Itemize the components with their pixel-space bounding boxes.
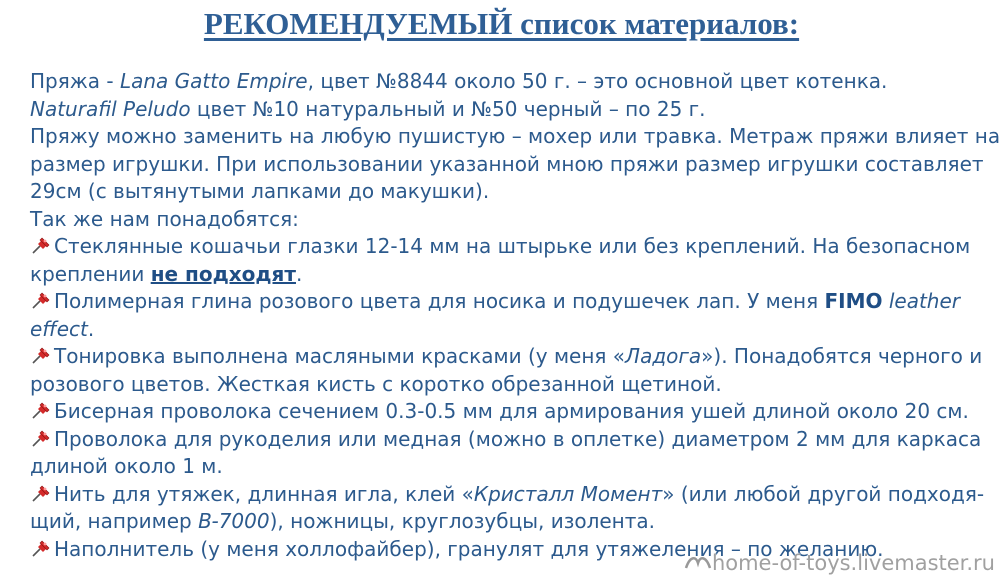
text: , цвет №8844 около 50 г. – это основной цвет котенка. <box>307 69 888 93</box>
text: ), ножницы, круглозубцы, изолента. <box>269 509 655 533</box>
paragraph-line <box>30 96 1002 124</box>
list-item <box>30 233 1002 261</box>
brand-name: Ладога <box>625 344 702 368</box>
pushpin-icon <box>30 483 52 503</box>
page-title: РЕКОМЕНДУЕМЫЙ список материалов: <box>203 6 800 41</box>
pushpin-icon <box>30 290 52 310</box>
brand-name: B-7000 <box>198 509 270 533</box>
text: цвет №10 натуральный и №50 черный – по 25 г. <box>190 96 706 121</box>
pushpin-icon <box>30 235 52 255</box>
text: » (или любой другой подходя- <box>662 481 985 506</box>
yarn-name: Lana Gatto Empire <box>119 69 308 93</box>
text: креплении <box>30 261 151 286</box>
brand-name: Кристалл Момент <box>473 481 663 506</box>
pushpin-icon <box>30 345 52 365</box>
text: leather <box>882 289 961 313</box>
list-item-continued <box>30 261 1002 289</box>
brand-name: FIMO <box>824 289 883 313</box>
paragraph-line: 29см (с вытянутыми лапками до макушки). <box>30 179 490 203</box>
text: . <box>87 316 95 341</box>
text: Нить для утяжек, длинная игла, клей « <box>54 481 474 506</box>
list-item <box>30 426 1002 454</box>
text: »). Понадобятся черного и <box>701 344 983 368</box>
text: effect <box>30 316 88 341</box>
text: Наполнитель (у меня холлофайбер), гранулят для утяжеления – по желанию. <box>54 536 884 561</box>
list-item <box>30 481 1002 509</box>
pushpin-icon <box>30 400 52 420</box>
paragraph-line: Так же нам понадобятся: <box>30 206 299 231</box>
paragraph-line: размер игрушки. При использовании указанной мною пряжи размер игрушки составляет <box>30 151 984 176</box>
list-item <box>30 343 1002 371</box>
pushpin-icon <box>30 428 52 448</box>
text: Проволока для рукоделия или медная (можно в оплетке) диаметром 2 мм для каркаса <box>54 426 982 451</box>
yarn-name: Naturafil Peludo <box>30 96 191 121</box>
text: Бисерная проволока сечением 0.3-0.5 мм для армирования ушей длиной около 20 см. <box>54 399 969 423</box>
text: Стеклянные кошачьи глазки 12-14 мм на штырьке или без креплений. На безопасном <box>54 234 971 258</box>
list-item-continued <box>30 508 1002 536</box>
list-item <box>30 398 1002 426</box>
watermark-text: home-of-toys.livemaster.ru <box>711 551 995 575</box>
paragraph-line <box>30 68 1002 96</box>
text: . <box>295 261 303 286</box>
list-item-continued: длиной около 1 м. <box>30 454 223 478</box>
materials-text <box>30 68 1002 563</box>
list-item-continued <box>30 316 1002 344</box>
text: щий, например <box>30 509 199 533</box>
text: Пряжа - <box>30 69 120 93</box>
not-suitable-link[interactable]: не подходят <box>150 261 296 286</box>
watermark-icon <box>684 553 712 571</box>
list-item <box>30 288 1002 316</box>
text: Тонировка выполнена масляными красками (у меня « <box>54 344 626 368</box>
watermark <box>684 551 995 575</box>
pushpin-icon <box>30 538 52 558</box>
paragraph-line: Пряжу можно заменить на любую пушистую – мохер или травка. Метраж пряжи влияет на <box>30 124 1001 148</box>
list-item-continued: розового цветов. Жесткая кисть с коротко обрезанной щетиной. <box>30 371 722 396</box>
text: Полимерная глина розового цвета для носика и подушечек лап. У меня <box>54 289 825 313</box>
